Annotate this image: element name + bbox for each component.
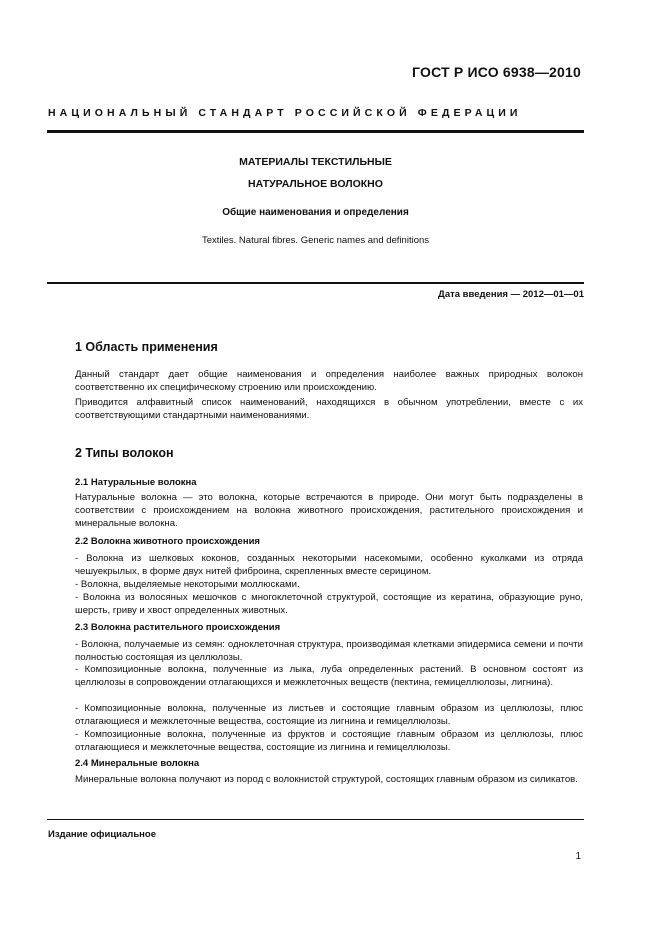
section-2-3-item: - Композиционные волокна, полученные из лыка, луба определенных растений. В основном состоят из целлюлозы в сопровождении отлагающихся и межклеточных веществ (пектина, гемицеллюлозы, лигнина). <box>75 664 583 688</box>
national-standard-title: НАЦИОНАЛЬНЫЙ СТАНДАРТ РОССИЙСКОЙ ФЕДЕРАЦИИ <box>48 107 522 119</box>
document-title-line2: НАТУРАЛЬНОЕ ВОЛОКНО <box>248 178 383 190</box>
section-2-4-paragraph: Минеральные волокна получают из пород с волокнистой структурой, состоящих главным образом из силикатов. <box>75 774 578 785</box>
section-2-3-heading: 2.3 Волокна растительного происхождения <box>75 622 281 633</box>
section-1-paragraph-2: Приводится алфавитный список наименований, находящихся в обычном употреблении, вместе с их соответствующими стандартными наименованиями. <box>75 397 583 421</box>
section-1-heading: 1 Область применения <box>75 340 218 354</box>
official-edition-note: Издание официальное <box>48 829 156 840</box>
section-2-3-item: - Композиционные волокна, полученные из листьев и состоящие главным образом из целлюлозы, плюс отлагающиеся и межклеточные вещества, состоящие из лигнина и гемицеллюлозы. <box>75 703 583 727</box>
document-subtitle: Общие наименования и определения <box>222 207 409 218</box>
section-2-heading: 2 Типы волокон <box>75 446 174 460</box>
section-2-4-heading: 2.4 Минеральные волокна <box>75 758 200 769</box>
effective-date: Дата введения — 2012—01—01 <box>438 289 584 300</box>
document-title-line1: МАТЕРИАЛЫ ТЕКСТИЛЬНЫЕ <box>239 156 392 168</box>
section-2-2-heading: 2.2 Волокна животного происхождения <box>75 536 260 547</box>
section-2-3-item: - Волокна, получаемые из семян: одноклеточная структура, производимая клетками эпидермиса семени и почти полностью состоящая из целлюлозы. <box>75 639 583 663</box>
section-2-1-paragraph: Натуральные волокна — это волокна, которые встречаются в природе. Они могут быть подразделены в соответствии с происхождением на волокна животного происхождения, растительного происхождения и минеральные волокна. <box>75 492 583 529</box>
section-2-2-item: - Волокна, выделяемые некоторыми моллюсками. <box>75 579 300 590</box>
section-2-2-item: - Волокна из волосяных мешочков с многоклеточной структурой, состоящие из кератина, образующие руно, шерсть, гриву и хвост определенных животных. <box>75 592 583 616</box>
section-1-paragraph-1: Данный стандарт дает общие наименования и определения наиболее важных природных волокон соответственно их специфическому строению или происхождению. <box>75 369 583 393</box>
header-divider <box>47 130 584 133</box>
page-number: 1 <box>575 851 581 862</box>
section-2-2-item: - Волокна из шелковых коконов, созданных некоторыми насекомыми, особенно куколками из отряда чешуекрылых, в форме двух нитей фиброина, скрепленных вместе серицином. <box>75 553 583 577</box>
section-2-1-heading: 2.1 Натуральные волокна <box>75 477 197 488</box>
footer-divider <box>47 819 584 820</box>
title-divider <box>47 282 584 284</box>
section-2-3-item: - Композиционные волокна, полученные из фруктов и состоящие главным образом из целлюлозы, плюс отлагающиеся и межклеточные вещества, состоящие из лигнина и гемицеллюлозы. <box>75 729 583 753</box>
standard-number: ГОСТ Р ИСО 6938—2010 <box>412 64 581 80</box>
english-title: Textiles. Natural fibres. Generic names and definitions <box>201 235 430 246</box>
